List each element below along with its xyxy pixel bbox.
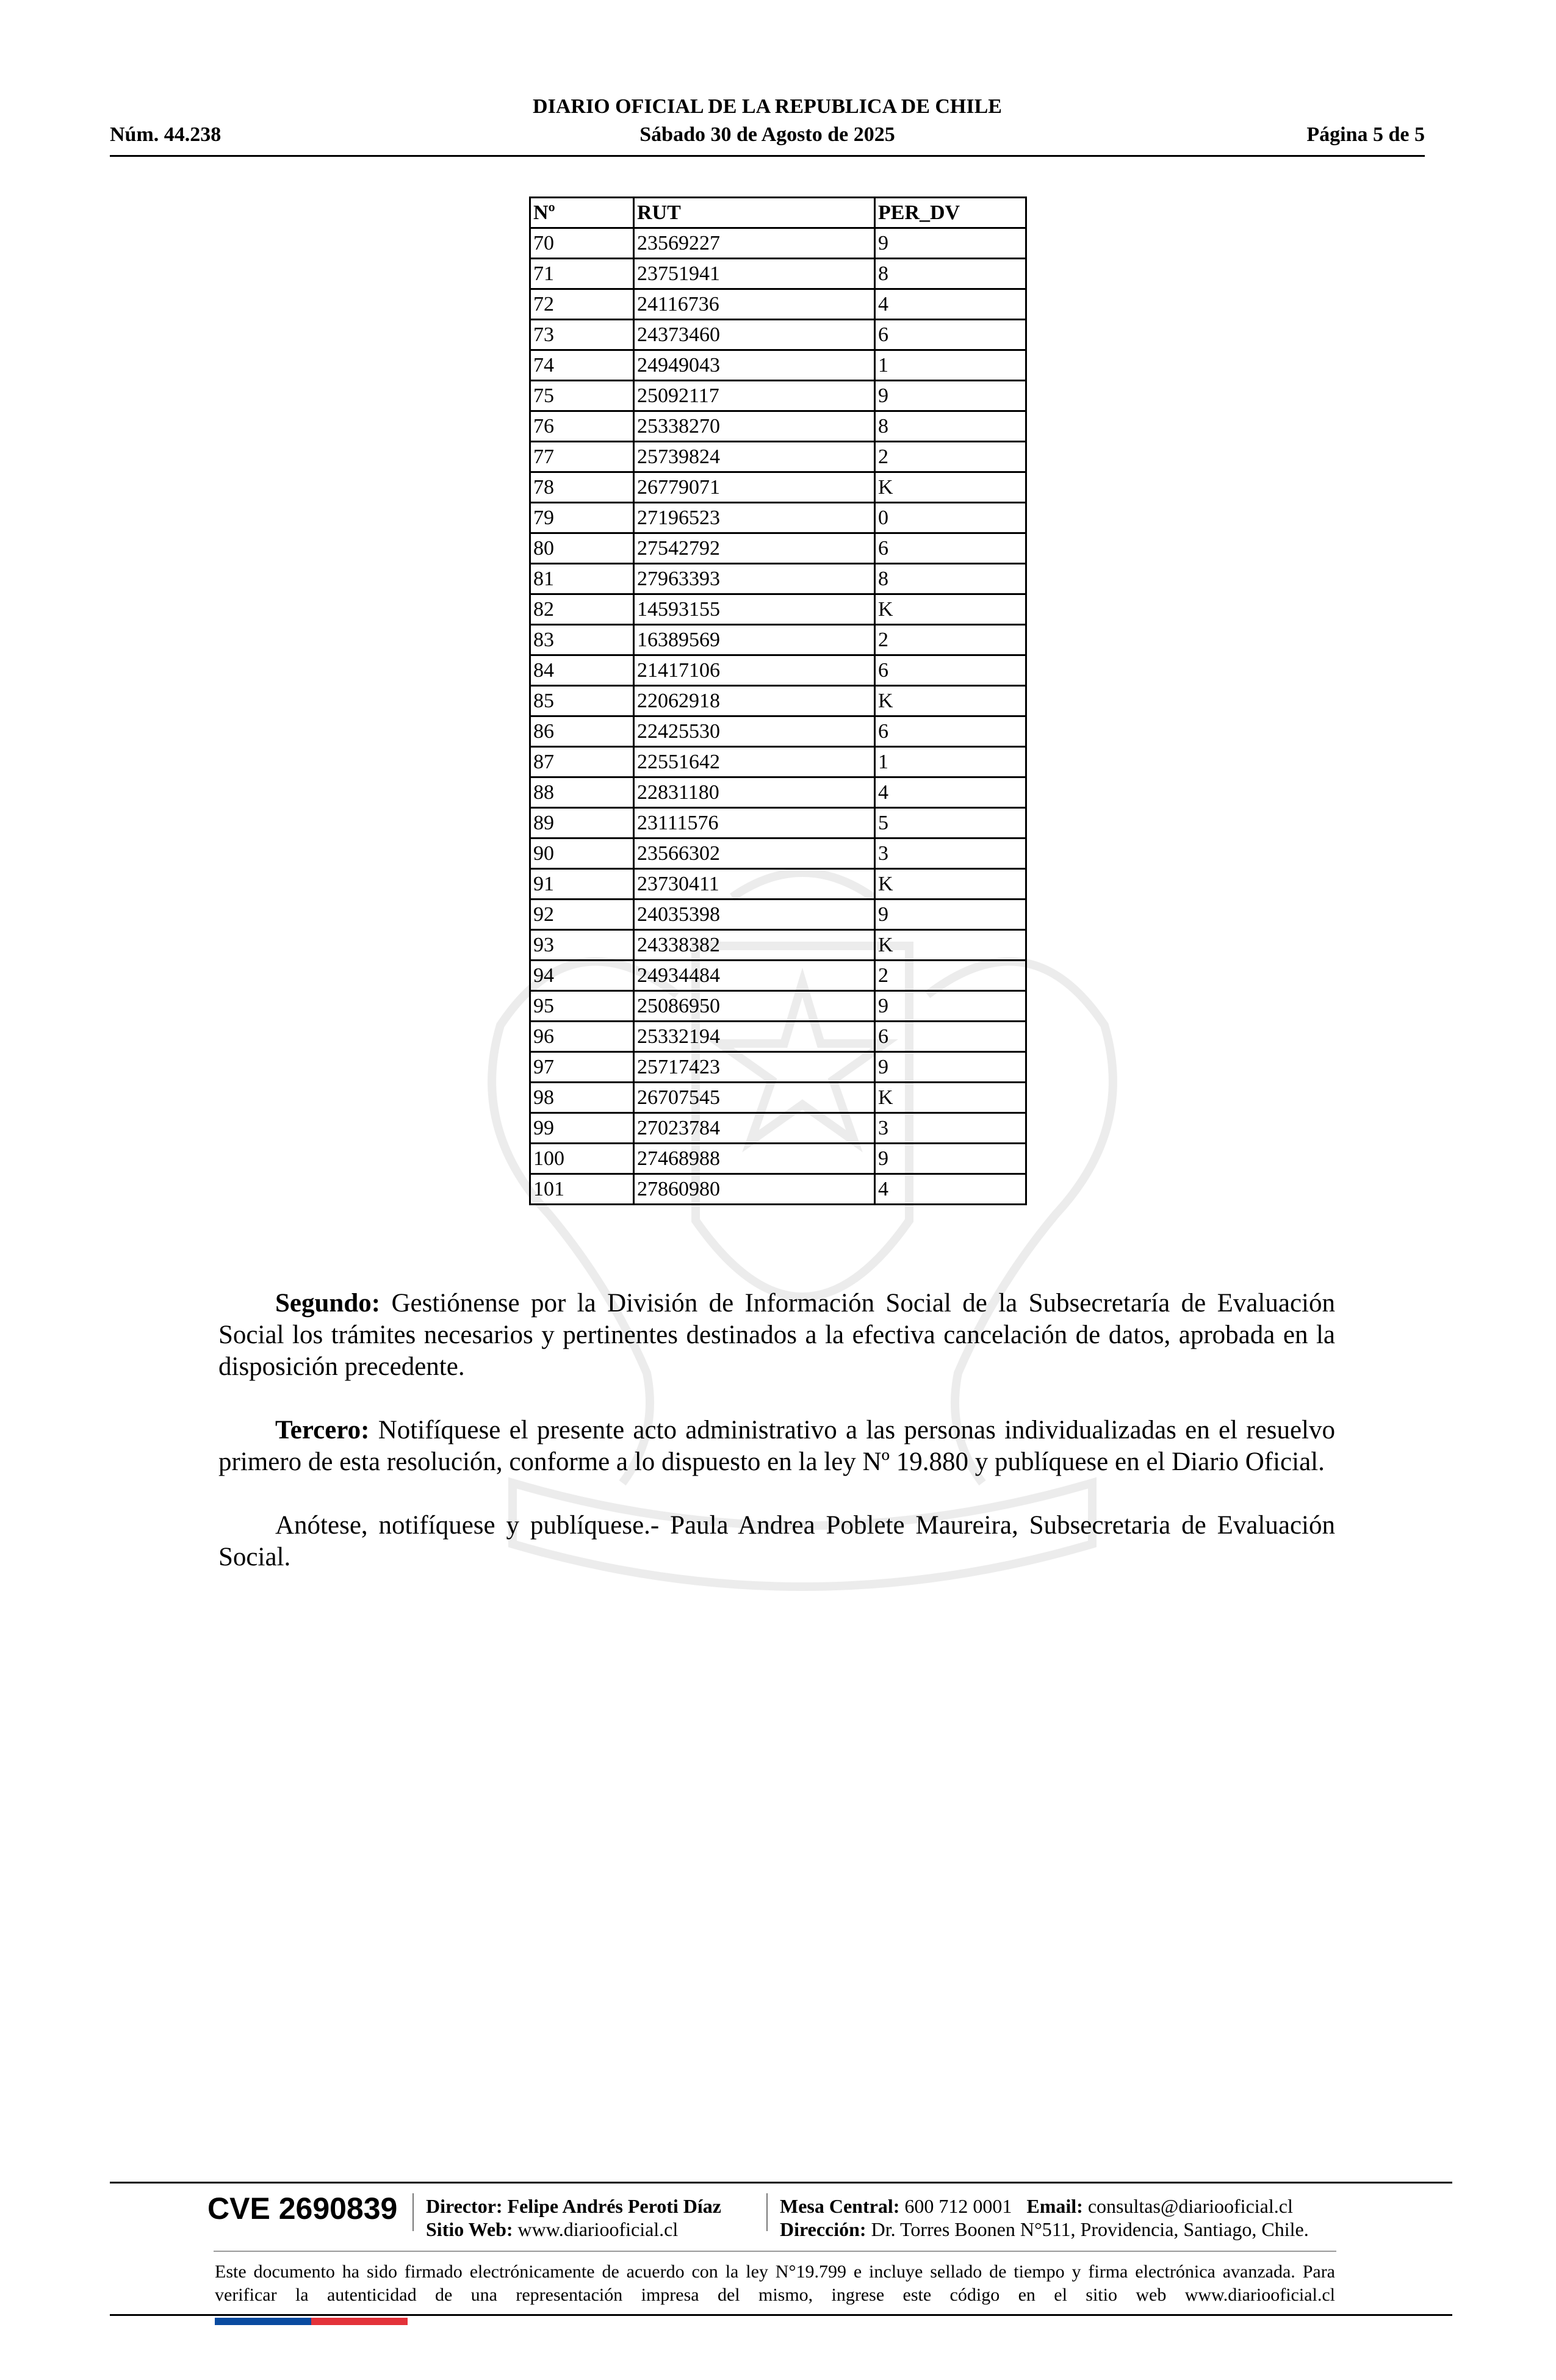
- row-number-cell: 79: [530, 503, 634, 533]
- rut-cell: 27023784: [634, 1113, 875, 1144]
- table-row: [530, 1174, 1026, 1205]
- email-link[interactable]: consultas@diariooficial.cl: [1087, 2195, 1293, 2217]
- rut-cell: 16389569: [634, 625, 875, 655]
- resolution-text: [218, 1288, 1335, 1605]
- row-number-cell: 100: [530, 1144, 634, 1174]
- tercero-text: Notifíquese el presente acto administrativo a las personas individualizadas en el resuelvo primero de esta resolución, conforme a lo dispuesto en la ley Nº 19.880 y publíquese en el Diario Oficial.: [218, 1416, 1335, 1476]
- footer-contact-block: [780, 2194, 1309, 2241]
- flag-stripe-red: [311, 2318, 408, 2325]
- rut-cell: 14593155: [634, 594, 875, 625]
- footer-top-divider: [110, 2182, 1452, 2183]
- rut-cell: 23566302: [634, 838, 875, 869]
- rut-cell: 24934484: [634, 961, 875, 991]
- table-row: [530, 747, 1026, 777]
- table-row: [530, 900, 1026, 930]
- rut-cell: 25332194: [634, 1022, 875, 1052]
- paragraph-tercero: [218, 1415, 1335, 1478]
- table-header-row: [530, 198, 1026, 228]
- footer-bottom-divider: [110, 2314, 1452, 2316]
- per-dv-cell: K: [875, 1083, 1026, 1113]
- per-dv-cell: 1: [875, 747, 1026, 777]
- table-row: [530, 1144, 1026, 1174]
- per-dv-cell: 9: [875, 381, 1026, 411]
- table-row: [530, 228, 1026, 259]
- per-dv-cell: 6: [875, 320, 1026, 350]
- row-number-cell: 91: [530, 869, 634, 900]
- column-header-number: Nº: [530, 198, 634, 228]
- rut-cell: 22831180: [634, 777, 875, 808]
- row-number-cell: 82: [530, 594, 634, 625]
- table-row: [530, 350, 1026, 381]
- per-dv-cell: 9: [875, 1052, 1026, 1083]
- table-row: [530, 289, 1026, 320]
- row-number-cell: 88: [530, 777, 634, 808]
- rut-cell: 27468988: [634, 1144, 875, 1174]
- table-row: [530, 594, 1026, 625]
- per-dv-cell: 2: [875, 961, 1026, 991]
- rut-cell: 25086950: [634, 991, 875, 1022]
- row-number-cell: 76: [530, 411, 634, 442]
- cve-code: CVE 2690839: [207, 2191, 398, 2226]
- row-number-cell: 77: [530, 442, 634, 472]
- row-number-cell: 99: [530, 1113, 634, 1144]
- row-number-cell: 84: [530, 655, 634, 686]
- row-number-cell: 94: [530, 961, 634, 991]
- table-row: [530, 777, 1026, 808]
- per-dv-cell: 9: [875, 1144, 1026, 1174]
- per-dv-cell: 0: [875, 503, 1026, 533]
- director-name: Felipe Andrés Peroti Díaz: [507, 2195, 721, 2217]
- table-row: [530, 1113, 1026, 1144]
- per-dv-cell: 6: [875, 716, 1026, 747]
- rut-cell: 25338270: [634, 411, 875, 442]
- per-dv-cell: 9: [875, 228, 1026, 259]
- website-link[interactable]: www.diariooficial.cl: [517, 2218, 679, 2240]
- rut-cell: 27860980: [634, 1174, 875, 1205]
- table-row: [530, 655, 1026, 686]
- issue-number: Núm. 44.238: [110, 123, 222, 146]
- per-dv-cell: 1: [875, 350, 1026, 381]
- table-row: [530, 442, 1026, 472]
- mesa-phone: 600 712 0001: [904, 2195, 1012, 2217]
- table-row: [530, 503, 1026, 533]
- rut-table: [529, 197, 1027, 1205]
- table-row: [530, 930, 1026, 961]
- table-body: [530, 228, 1026, 1205]
- row-number-cell: 80: [530, 533, 634, 564]
- table-row: [530, 533, 1026, 564]
- rut-cell: 22062918: [634, 686, 875, 716]
- per-dv-cell: 4: [875, 777, 1026, 808]
- rut-cell: 22425530: [634, 716, 875, 747]
- row-number-cell: 85: [530, 686, 634, 716]
- rut-cell: 24035398: [634, 900, 875, 930]
- per-dv-cell: 9: [875, 991, 1026, 1022]
- rut-cell: 26707545: [634, 1083, 875, 1113]
- segundo-label: Segundo:: [275, 1289, 381, 1318]
- row-number-cell: 87: [530, 747, 634, 777]
- per-dv-cell: 8: [875, 259, 1026, 289]
- row-number-cell: 90: [530, 838, 634, 869]
- rut-cell: 25092117: [634, 381, 875, 411]
- table-row: [530, 411, 1026, 442]
- table-row: [530, 869, 1026, 900]
- per-dv-cell: 6: [875, 533, 1026, 564]
- per-dv-cell: K: [875, 869, 1026, 900]
- website-label: Sitio Web:: [426, 2218, 513, 2240]
- table-row: [530, 259, 1026, 289]
- row-number-cell: 75: [530, 381, 634, 411]
- flag-stripe-blue: [215, 2318, 311, 2325]
- per-dv-cell: 3: [875, 1113, 1026, 1144]
- row-number-cell: 81: [530, 564, 634, 594]
- row-number-cell: 101: [530, 1174, 634, 1205]
- rut-cell: 24949043: [634, 350, 875, 381]
- table-row: [530, 1083, 1026, 1113]
- row-number-cell: 78: [530, 472, 634, 503]
- row-number-cell: 74: [530, 350, 634, 381]
- per-dv-cell: 2: [875, 625, 1026, 655]
- table-row: [530, 472, 1026, 503]
- row-number-cell: 72: [530, 289, 634, 320]
- per-dv-cell: 4: [875, 1174, 1026, 1205]
- page-header: [110, 92, 1425, 156]
- row-number-cell: 98: [530, 1083, 634, 1113]
- rut-cell: 25717423: [634, 1052, 875, 1083]
- table-row: [530, 686, 1026, 716]
- per-dv-cell: K: [875, 686, 1026, 716]
- row-number-cell: 70: [530, 228, 634, 259]
- rut-cell: 24373460: [634, 320, 875, 350]
- rut-cell: 22551642: [634, 747, 875, 777]
- table-row: [530, 564, 1026, 594]
- table-row: [530, 1052, 1026, 1083]
- tercero-label: Tercero:: [275, 1416, 370, 1444]
- paragraph-segundo: [218, 1288, 1335, 1383]
- direccion-value: Dr. Torres Boonen N°511, Providencia, Santiago, Chile.: [871, 2218, 1309, 2240]
- per-dv-cell: 8: [875, 411, 1026, 442]
- rut-cell: 21417106: [634, 655, 875, 686]
- header-divider: [110, 155, 1425, 157]
- row-number-cell: 89: [530, 808, 634, 838]
- rut-cell: 24338382: [634, 930, 875, 961]
- column-header-per-dv: PER_DV: [875, 198, 1026, 228]
- mesa-label: Mesa Central:: [780, 2195, 900, 2217]
- per-dv-cell: 8: [875, 564, 1026, 594]
- per-dv-cell: 5: [875, 808, 1026, 838]
- rut-cell: 26779071: [634, 472, 875, 503]
- per-dv-cell: K: [875, 594, 1026, 625]
- rut-cell: 27963393: [634, 564, 875, 594]
- page-number: Página 5 de 5: [1306, 123, 1425, 146]
- paragraph-closing: Anótese, notifíquese y publíquese.- Paula Andrea Poblete Maureira, Subsecretaria de Evaluación Social.: [218, 1511, 1335, 1571]
- per-dv-cell: 2: [875, 442, 1026, 472]
- row-number-cell: 71: [530, 259, 634, 289]
- issue-date: Sábado 30 de Agosto de 2025: [639, 123, 895, 146]
- table-row: [530, 625, 1026, 655]
- table-row: [530, 716, 1026, 747]
- legal-notice: Este documento ha sido firmado electrónicamente de acuerdo con la ley N°19.799 e incluye sellado de tiempo y firma electrónica avanzada. Para verificar la autenticidad de una representación impresa del mismo, ingrese este código en el sitio web www.diariooficial.cl: [215, 2262, 1335, 2305]
- director-label: Director:: [426, 2195, 503, 2217]
- per-dv-cell: 6: [875, 655, 1026, 686]
- rut-cell: 23111576: [634, 808, 875, 838]
- rut-cell: 23751941: [634, 259, 875, 289]
- footer-thin-divider: [214, 2251, 1336, 2252]
- email-label: Email:: [1026, 2195, 1083, 2217]
- table-row: [530, 320, 1026, 350]
- row-number-cell: 93: [530, 930, 634, 961]
- table-row: [530, 961, 1026, 991]
- footer-separator: [412, 2193, 414, 2231]
- per-dv-cell: 6: [875, 1022, 1026, 1052]
- footer-director-block: [426, 2194, 721, 2241]
- per-dv-cell: 3: [875, 838, 1026, 869]
- table-row: [530, 1022, 1026, 1052]
- per-dv-cell: K: [875, 930, 1026, 961]
- table-row: [530, 838, 1026, 869]
- row-number-cell: 83: [530, 625, 634, 655]
- per-dv-cell: K: [875, 472, 1026, 503]
- footer-separator: [766, 2193, 768, 2231]
- segundo-text: Gestiónense por la División de Información Social de la Subsecretaría de Evaluación Social los trámites necesarios y pertinentes destinados a la efectiva cancelación de datos, aprobada en la disposición precedente.: [218, 1289, 1335, 1381]
- column-header-rut: RUT: [634, 198, 875, 228]
- table-row: [530, 381, 1026, 411]
- per-dv-cell: 9: [875, 900, 1026, 930]
- row-number-cell: 92: [530, 900, 634, 930]
- row-number-cell: 73: [530, 320, 634, 350]
- per-dv-cell: 4: [875, 289, 1026, 320]
- rut-cell: 27542792: [634, 533, 875, 564]
- row-number-cell: 96: [530, 1022, 634, 1052]
- row-number-cell: 86: [530, 716, 634, 747]
- rut-cell: 23730411: [634, 869, 875, 900]
- direccion-label: Dirección:: [780, 2218, 866, 2240]
- table-row: [530, 991, 1026, 1022]
- table-row: [530, 808, 1026, 838]
- row-number-cell: 95: [530, 991, 634, 1022]
- rut-cell: 27196523: [634, 503, 875, 533]
- row-number-cell: 97: [530, 1052, 634, 1083]
- rut-cell: 24116736: [634, 289, 875, 320]
- rut-cell: 23569227: [634, 228, 875, 259]
- rut-cell: 25739824: [634, 442, 875, 472]
- newspaper-title: DIARIO OFICIAL DE LA REPUBLICA DE CHILE: [533, 95, 1002, 118]
